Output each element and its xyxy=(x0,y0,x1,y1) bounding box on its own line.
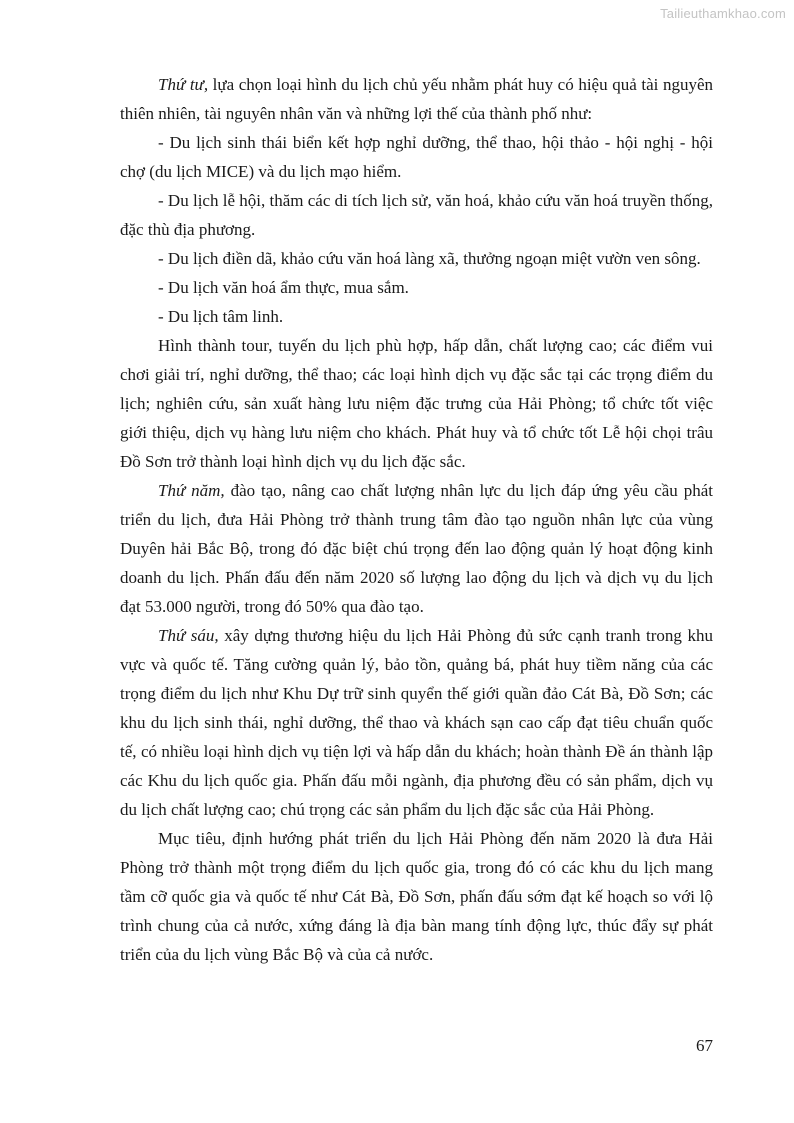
paragraph-lead-thu-tu: Thứ tư, xyxy=(158,75,209,94)
list-item-tourism-type-2: - Du lịch lễ hội, thăm các di tích lịch sử, văn hoá, khảo cứu văn hoá truyền thống, đặc thù địa phương. xyxy=(120,191,713,239)
paragraph-thu-sau xyxy=(120,621,713,824)
watermark: Tailieuthamkhao.com xyxy=(660,6,786,21)
paragraph-thu-tu xyxy=(120,70,713,128)
paragraph-tours: Hình thành tour, tuyến du lịch phù hợp, hấp dẫn, chất lượng cao; các điểm vui chơi giải trí, nghỉ dưỡng, thể thao; các loại hình dịch vụ đặc sắc tại các trọng điểm du lịch; nghiên cứu, sản xuất hàng lưu niệm đặc trưng của Hải Phòng; tổ chức tốt việc giới thiệu, dịch vụ hàng lưu niệm cho khách. Phát huy và tổ chức tốt Lễ hội chọi trâu Đồ Sơn trở thành loại hình dịch vụ du lịch đặc sắc. xyxy=(120,336,713,471)
paragraph-lead-thu-sau: Thứ sáu, xyxy=(158,626,219,645)
list-item-tourism-type-5: - Du lịch tâm linh. xyxy=(158,307,284,326)
list-item-tourism-type-3: - Du lịch điền dã, khảo cứu văn hoá làng xã, thưởng ngoạn miệt vườn ven sông. xyxy=(158,249,701,268)
list-item-tourism-type-4: - Du lịch văn hoá ẩm thực, mua sắm. xyxy=(158,278,409,297)
page-number: 67 xyxy=(696,1036,713,1055)
paragraph-text-thu-tu: lựa chọn loại hình du lịch chủ yếu nhằm phát huy có hiệu quả tài nguyên thiên nhiên, tài nguyên nhân văn và những lợi thế của thành phố như: xyxy=(120,75,713,123)
paragraph-text-thu-nam: đào tạo, nâng cao chất lượng nhân lực du lịch đáp ứng yêu cầu phát triển du lịch, đưa Hải Phòng trở thành trung tâm đào tạo nguồn nhân lực của vùng Duyên hải Bắc Bộ, trong đó đặc biệt chú trọng đến lao động quản lý hoạt động kinh doanh du lịch. Phấn đấu đến năm 2020 số lượng lao động du lịch và dịch vụ du lịch đạt 53.000 người, trong đó 50% qua đào tạo. xyxy=(120,481,713,616)
paragraph-text-thu-sau: xây dựng thương hiệu du lịch Hải Phòng đủ sức cạnh tranh trong khu vực và quốc tế. Tăng cường quản lý, bảo tồn, quảng bá, phát huy tiềm năng của các trọng điểm du lịch như Khu Dự trữ sinh quyển thế giới quần đảo Cát Bà, Đồ Sơn; các khu du lịch sinh thái, nghỉ dưỡng, thể thao và khách sạn cao cấp đạt tiêu chuẩn quốc tế, có nhiều loại hình dịch vụ tiện lợi và hấp dẫn du khách; hoàn thành Đề án thành lập các Khu du lịch quốc gia. Phấn đấu mỗi ngành, địa phương đều có sản phẩm, dịch vụ du lịch chất lượng cao; chú trọng các sản phẩm du lịch đặc sắc của Hải Phòng. xyxy=(120,626,713,819)
paragraph-thu-nam xyxy=(120,476,713,621)
paragraph-lead-thu-nam: Thứ năm, xyxy=(158,481,225,500)
document-body xyxy=(120,70,713,969)
paragraph-objectives: Mục tiêu, định hướng phát triển du lịch Hải Phòng đến năm 2020 là đưa Hải Phòng trở thành một trọng điểm du lịch quốc gia, trong đó có các khu du lịch mang tầm cỡ quốc gia và quốc tế như Cát Bà, Đồ Sơn, phấn đấu sớm đạt kế hoạch so với lộ trình chung của cả nước, xứng đáng là địa bàn mang tính động lực, thúc đẩy sự phát triển của du lịch vùng Bắc Bộ và của cả nước. xyxy=(120,829,713,964)
list-item-tourism-type-1: - Du lịch sinh thái biển kết hợp nghỉ dưỡng, thể thao, hội thảo - hội nghị - hội chợ (du lịch MICE) và du lịch mạo hiểm. xyxy=(120,133,713,181)
